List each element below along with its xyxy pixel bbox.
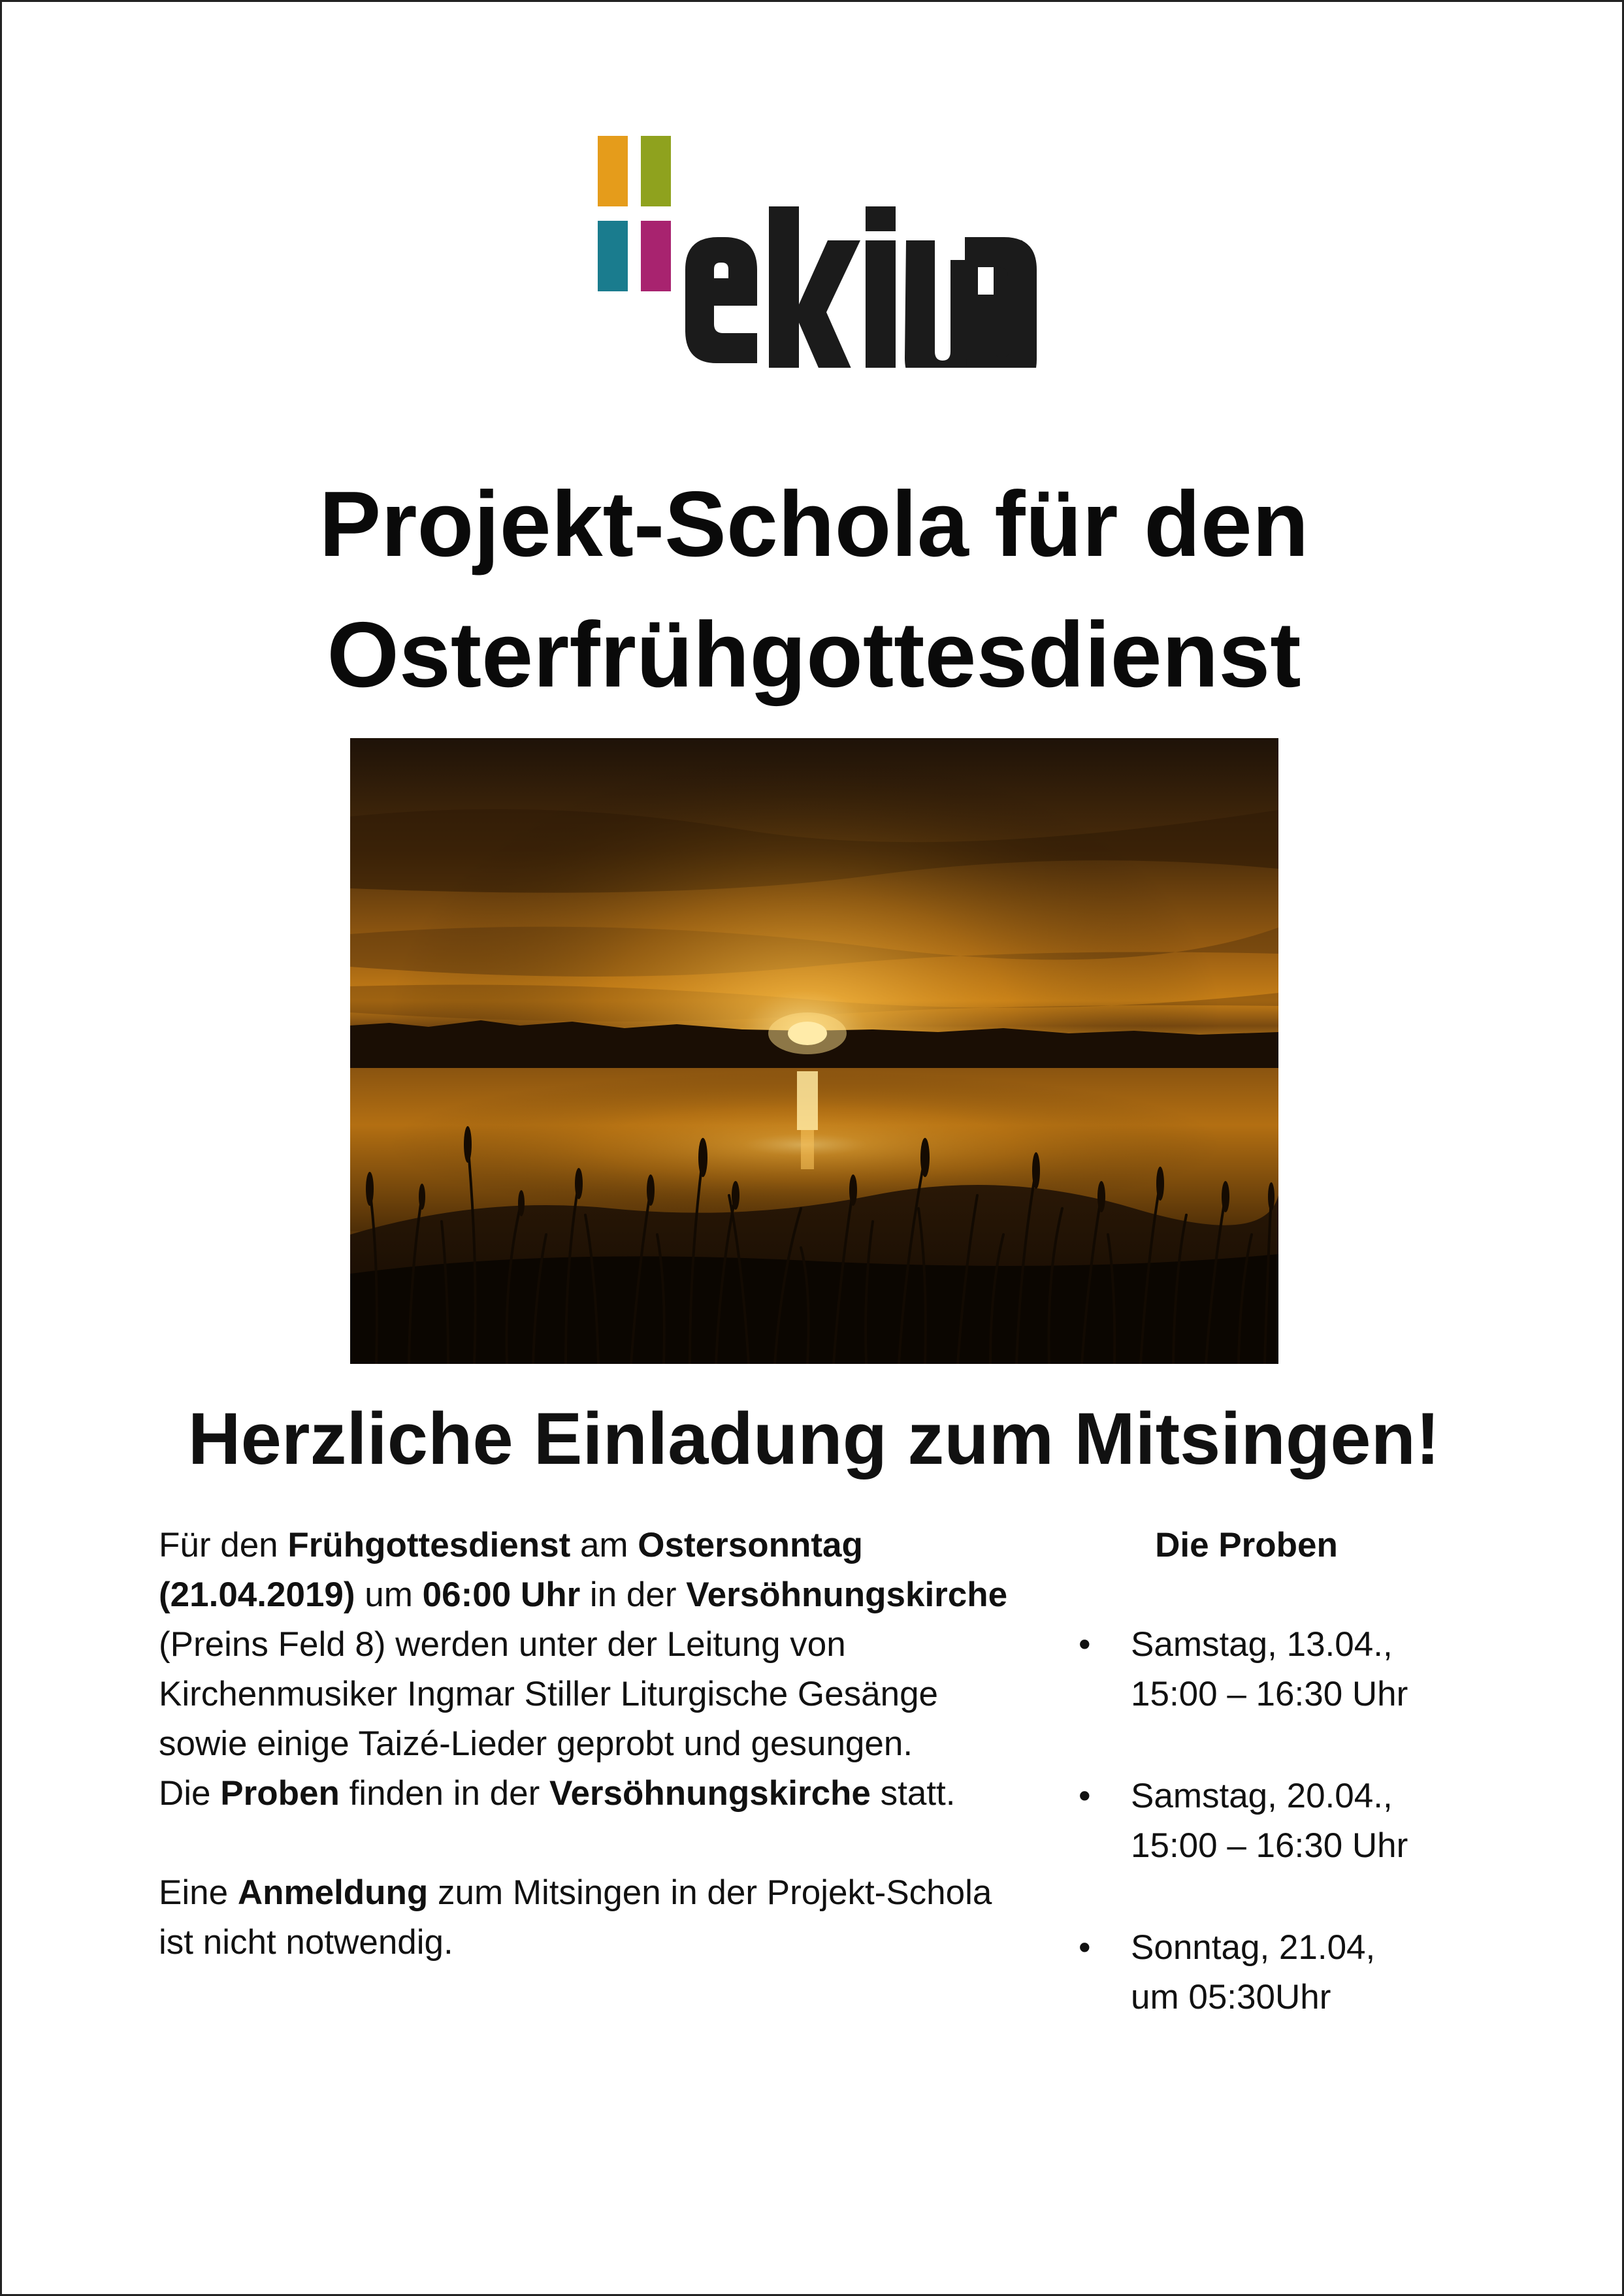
text-run: um (355, 1576, 423, 1614)
logo-letter-i-dot (866, 206, 896, 231)
proben-item-time: 15:00 – 16:30 Uhr (1131, 1675, 1408, 1713)
bold-text-run: Versöhnungskirche (686, 1576, 1008, 1614)
text-run: zum Mitsingen in der Projekt-Schola ist nicht notwendig. (159, 1873, 992, 1962)
text-run: am (570, 1526, 638, 1564)
logo-bar-magenta (641, 221, 671, 291)
body-paragraph-1 (159, 1521, 1008, 1769)
bold-text-run: Anmeldung (237, 1873, 429, 1912)
logo-bar-green (641, 136, 671, 206)
body-paragraph-3 (159, 1868, 1008, 1967)
proben-item (1079, 1923, 1549, 2022)
proben-item-day: Sonntag, 21.04, (1131, 1928, 1376, 1967)
proben-item-day: Samstag, 13.04., (1131, 1625, 1393, 1664)
text-run: Eine (159, 1873, 238, 1912)
bold-text-run: Proben (220, 1774, 340, 1813)
proben-item-day: Samstag, 20.04., (1131, 1777, 1393, 1815)
text-run: statt. (870, 1774, 956, 1813)
title-line-2: Osterfrühgottesdienst (327, 603, 1301, 707)
bullet-icon: • (1079, 1777, 1091, 1815)
bold-text-run: Frühgottesdienst (287, 1526, 571, 1564)
proben-item (1079, 1771, 1549, 1871)
body-paragraph-2 (159, 1769, 1008, 1819)
logo-letter-i-stem (866, 240, 896, 368)
paragraph-gap (159, 1819, 1008, 1868)
text-run: (Preins Feld 8) werden unter der Leitung von Kirchenmusiker Ingmar Stiller Liturgische Gesänge sowie einige Taizé-Lieder geprobt und gesungen. (159, 1625, 939, 1763)
proben-item-time: 15:00 – 16:30 Uhr (1131, 1826, 1408, 1865)
sunset-photo (350, 738, 1278, 1364)
bullet-icon: • (1079, 1928, 1091, 1967)
proben-heading: Die Proben (1155, 1526, 1338, 1564)
title-line-1: Projekt-Schola für den (319, 472, 1309, 576)
ekiwa-logo (598, 136, 1037, 368)
bold-text-run: 06:00 Uhr (422, 1576, 581, 1614)
logo-bar-orange (598, 136, 628, 206)
proben-item (1079, 1620, 1549, 1719)
body-text (159, 1521, 1008, 1967)
text-run: Die (159, 1774, 221, 1813)
sunset-image (350, 738, 1278, 1364)
bold-text-run: Ostersonntag (21.04.2019) (159, 1526, 863, 1614)
text-run: finden in der (339, 1774, 550, 1813)
proben-list (1079, 1620, 1549, 2075)
logo-letter-k (769, 206, 862, 368)
bold-text-run: Versöhnungskirche (549, 1774, 871, 1813)
poster-title (2, 459, 1624, 720)
text-run: in der (580, 1576, 687, 1614)
invitation-subtitle: Herzliche Einladung zum Mitsingen! (187, 1398, 1440, 1479)
logo-bar-teal (598, 221, 628, 291)
proben-item-time: um 05:30Uhr (1131, 1978, 1331, 2016)
logo-letter-e (685, 237, 757, 363)
bullet-icon: • (1079, 1625, 1091, 1664)
text-run: Für den (159, 1526, 288, 1564)
ekiwa-logo-graphic (598, 136, 1037, 368)
